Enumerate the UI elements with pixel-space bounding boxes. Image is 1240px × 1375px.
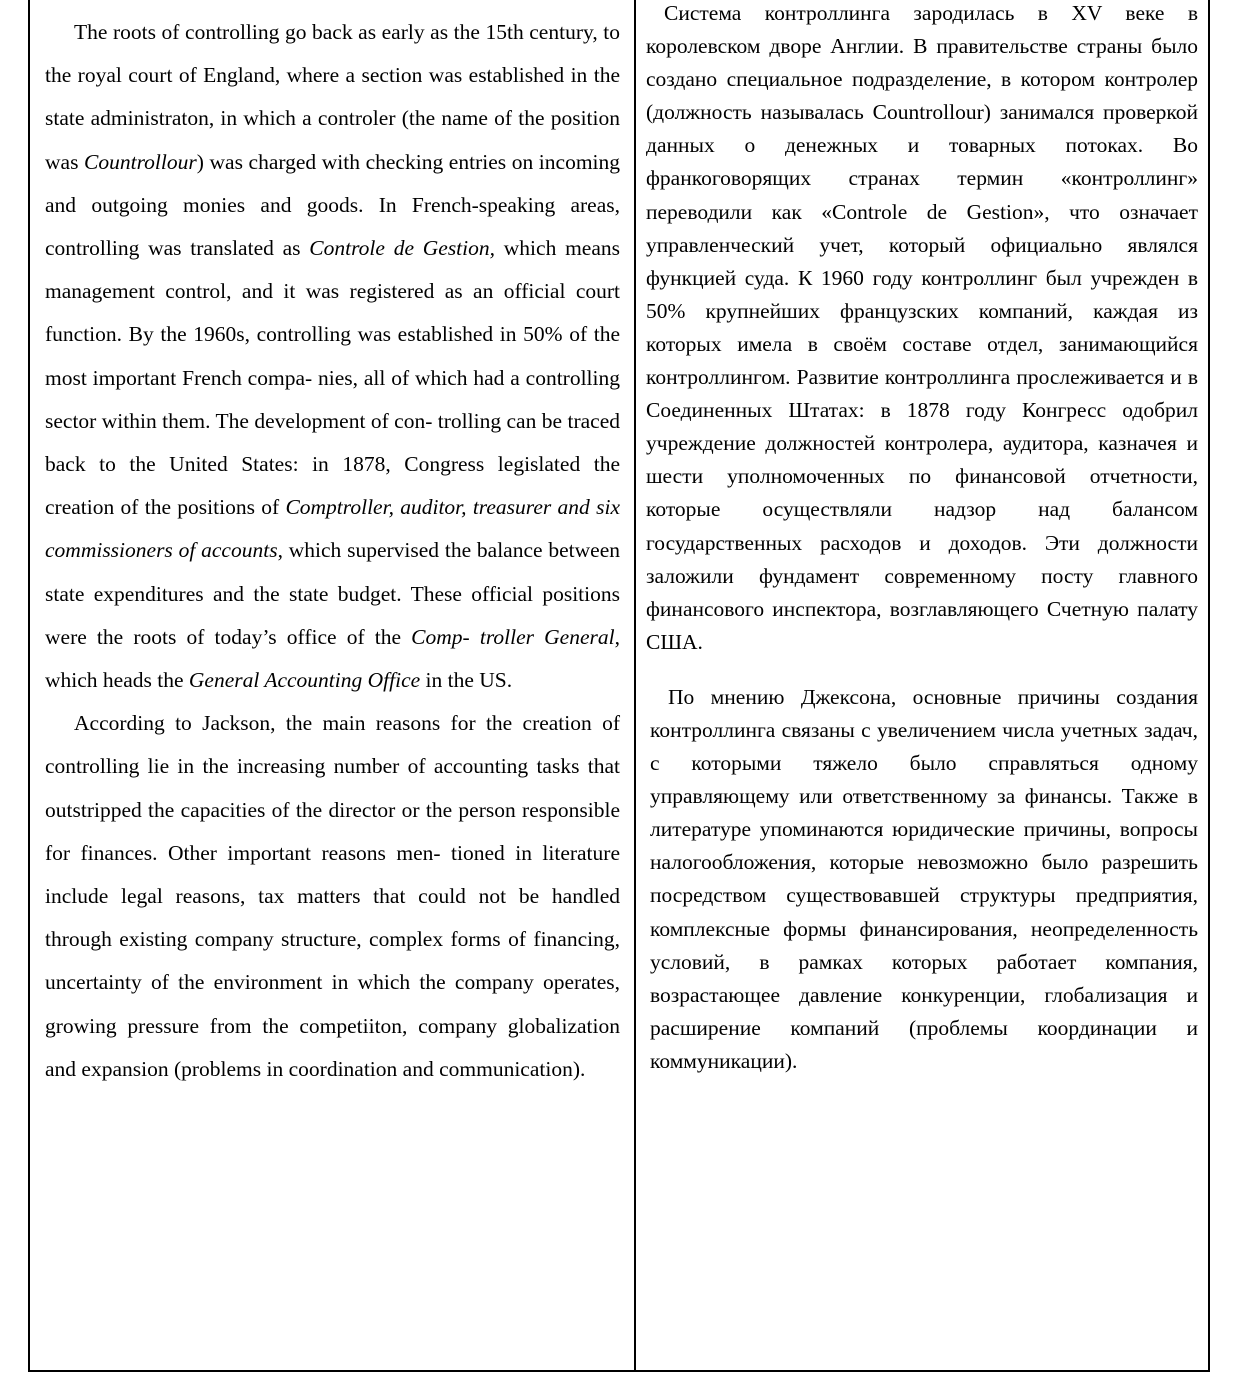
bilingual-table — [28, 0, 1210, 1372]
text-run: which means management control, and it was registered as an official court function. By the 1960s, controlling was established in 50% of the most important French compa- nies, all of which had a controlling sector within them. The development of con- trolling can be traced back to the United States: in 1878, Congress legislated the creation of the positions of — [45, 236, 620, 520]
italic-term: Countrollour — [84, 149, 197, 174]
text-run: According to Jackson, the main reasons for the creation of controlling lie in the increasing number of accounting tasks that outstripped the capacities of the director or the person responsible for finances. Other important reasons men- tioned in literature include legal reasons, tax matters that could not be handled through existing company structure, complex forms of financing, uncertainty of the environment in which the company operates, growing pressure from the competiiton, company globalization and expansion (problems in coordination and communication). — [45, 711, 620, 1081]
italic-term: Comptroller, auditor, treasurer and six commissioners of accounts — [45, 495, 620, 563]
russian-column — [636, 0, 1208, 1370]
text-run: , which supervised the balance between state expenditures and the state budget. These official positions were the roots of today’s office of the — [45, 538, 620, 649]
text-run: The roots of controlling go back as early as the 15th century, to the royal court of England, where a section was established in the state administraton, in which a controler (the name of the position was — [45, 20, 620, 174]
text-run: ) was charged with checking entries on incoming and outgoing monies and goods. In French-speaking areas, controlling was translated as — [45, 149, 621, 261]
italic-term: Controle de Gestion, — [309, 236, 496, 261]
text-run: По мнению Джексона, основные причины создания контроллинга связаны с увеличением числа учетных задач, с которыми тяжело было справляться одному управляющему или ответственному за финансы. Также в литературе упоминаются юридические причины, вопросы налогообложения, которые невозможно было разрешить посредством существовавшей структуры предприятия, комплексные формы финансирования, неопределенность условий, в рамках которых работает компания, возрастающее давление конкуренции, глобализация и расширение компаний (проблемы координации и коммуникации). — [650, 684, 1198, 1073]
italic-term: Comp- troller General — [411, 624, 615, 649]
english-paragraph-1 — [45, 11, 620, 702]
russian-paragraph-2 — [646, 681, 1198, 1078]
text-run: in the US. — [420, 668, 513, 693]
english-paragraph-2 — [45, 702, 620, 1091]
text-run: , which heads the — [45, 624, 620, 693]
italic-term: General Accounting Office — [188, 668, 421, 693]
russian-paragraph-1 — [646, 0, 1198, 659]
english-column — [30, 0, 636, 1370]
text-run: Система контроллинга зародилась в XV веке в королевском дворе Англии. В правительстве страны было создано специальное подразделение, в котором контролер (должность называлась Countrollour) занимался проверкой данных о денежных и товарных потоках. Во франкоговорящих странах термин «контроллинг» переводили как «Controle de Gestion», что означает управленческий учет, который официально являлся функцией суда. К 1960 году контроллинг был учрежден в 50% крупнейших французских компаний, каждая из которых имела в своём составе отдел, занимающийся контроллингом. Развитие контроллинга прослеживается и в Соединенных Штатах: в 1878 году Конгресс одобрил учреждение должностей контролера, аудитора, казначея и шести уполномоченных по финансовой отчетности, которые осуществляли надзор над балансом государственных расходов и доходов. Эти должности заложили фундамент современному посту главного финансового инспектора, возглавляющего Счетную палату США. — [646, 1, 1198, 654]
